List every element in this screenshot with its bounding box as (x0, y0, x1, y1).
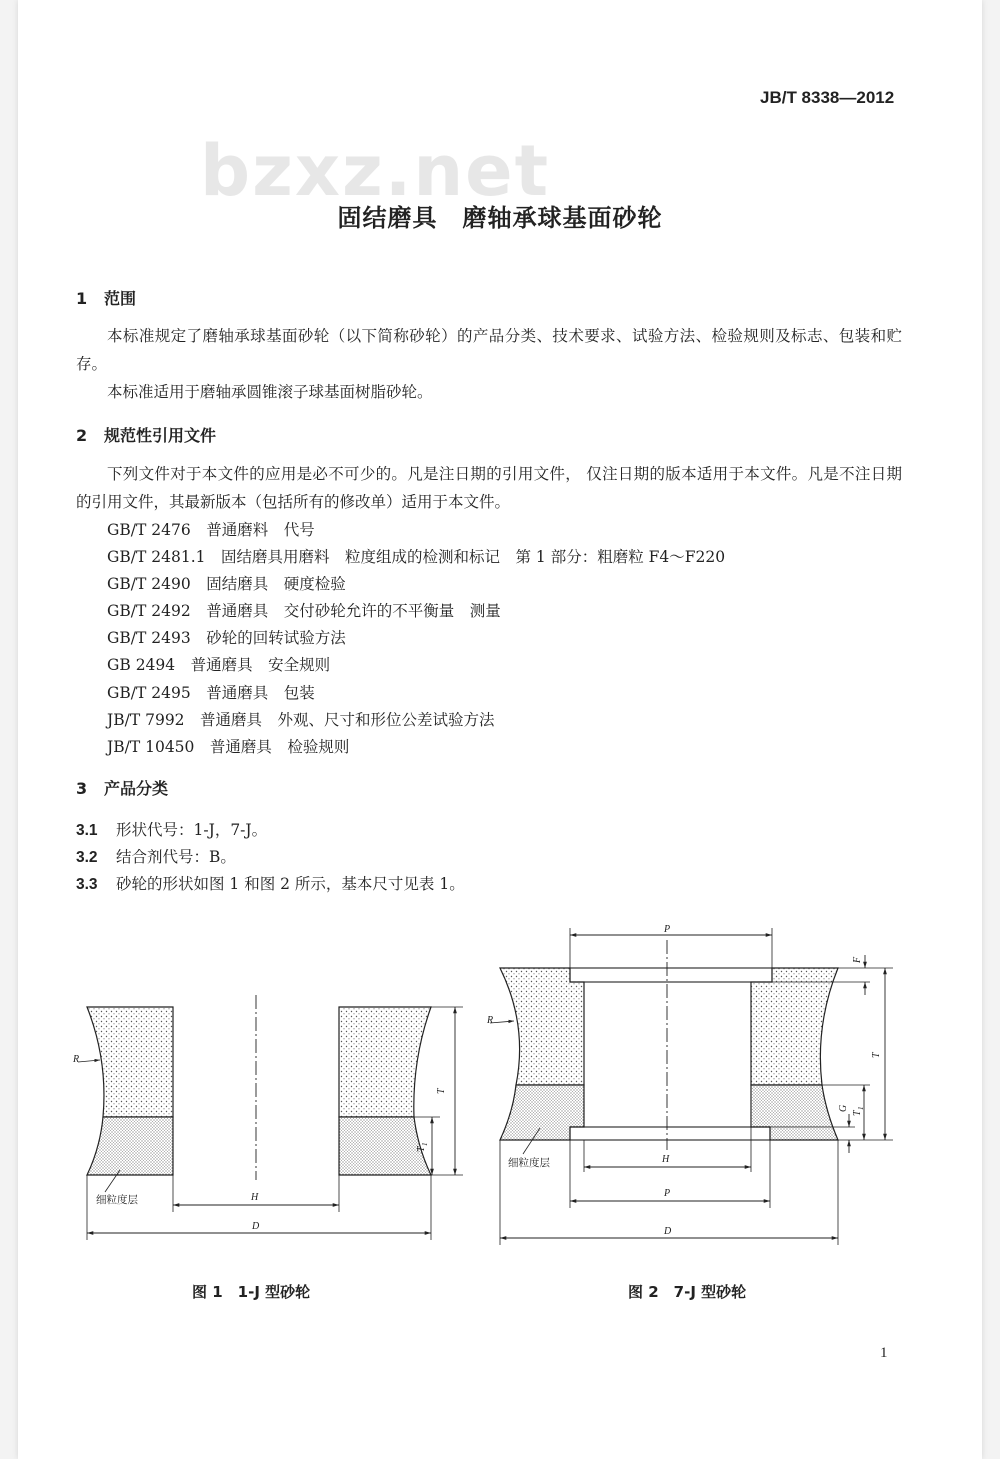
page-number: 1 (880, 1345, 888, 1361)
fig2-label-fine-layer: 细粒度层 (508, 1157, 550, 1169)
fig2-label-p-top: P (664, 924, 671, 935)
right-fine-layer (339, 1117, 431, 1175)
fig1-label-r: R (73, 1054, 80, 1065)
figure-2-caption: 图 2 7-J 型砂轮 (628, 1283, 747, 1301)
clause-number: 3.1 (76, 822, 98, 839)
fig2-label-r: R (487, 1015, 494, 1026)
reference-item: JB/T 10450 普通磨具 检验规则 (107, 738, 350, 756)
figures-drawing (0, 910, 1000, 1250)
left-coarse-section (87, 1007, 173, 1117)
fig2-label-d: D (664, 1226, 672, 1237)
fig2-label-t: T (871, 1052, 882, 1058)
section-title: 范围 (104, 289, 137, 308)
section-1-heading (76, 286, 136, 309)
section-number: 3 (76, 779, 88, 798)
fig2-label-f: F (852, 956, 863, 963)
reference-item: JB/T 7992 普通磨具 外观、尺寸和形位公差试验方法 (107, 711, 495, 729)
right-fine-layer (751, 1085, 838, 1140)
section-2-heading (76, 423, 216, 446)
left-fine-layer (87, 1117, 173, 1175)
section-3-heading (76, 776, 168, 799)
scope-paragraph-2: 本标准适用于磨轴承圆锥滚子球基面树脂砂轮。 (107, 383, 433, 401)
clause-text: 砂轮的形状如图 1 和图 2 所示，基本尺寸见表 1。 (116, 875, 465, 893)
reference-item: GB/T 2481.1 固结磨具用磨料 粒度组成的检测和标记 第 1 部分：粗磨粒 F4～F220 (107, 548, 726, 566)
fig1-label-t1-subscript: 1 (421, 1142, 429, 1146)
right-coarse-section (339, 1007, 431, 1117)
clause-3-3 (76, 872, 465, 894)
fig1-label-h: H (251, 1192, 259, 1203)
reference-item: GB/T 2495 普通磨具 包装 (107, 684, 315, 702)
clause-3-2 (76, 845, 236, 867)
figure-2-7j-wheel (490, 928, 893, 1245)
scope-paragraph-1: 本标准规定了磨轴承球基面砂轮（以下简称砂轮）的产品分类、技术要求、试验方法、检验规则及标志、包装和贮存。 (76, 327, 902, 373)
fig1-label-fine-layer: 细粒度层 (96, 1194, 138, 1206)
references-intro: 下列文件对于本文件的应用是必不可少的。凡是注日期的引用文件， 仅注日期的版本适用于本文件。凡是不注日期的引用文件，其最新版本（包括所有的修改单）适用于本文件。 (76, 465, 902, 511)
left-fine-layer (500, 1085, 584, 1140)
clause-number: 3.3 (76, 876, 98, 893)
clause-3-1 (76, 818, 267, 840)
clause-number: 3.2 (76, 849, 98, 866)
watermark: bzxz.net (200, 130, 551, 212)
clause-text: 结合剂代号：B。 (116, 848, 236, 866)
left-coarse-section (500, 968, 584, 1085)
reference-item: GB/T 2493 砂轮的回转试验方法 (107, 629, 346, 647)
section-title: 产品分类 (104, 779, 169, 798)
document-title: 固结磨具 磨轴承球基面砂轮 (337, 204, 663, 232)
section-number: 2 (76, 426, 88, 445)
fig2-label-g: G (838, 1104, 849, 1112)
figure-1-caption: 图 1 1-J 型砂轮 (192, 1283, 311, 1301)
fig1-label-t: T (436, 1088, 447, 1094)
reference-item: GB/T 2490 固结磨具 硬度检验 (107, 575, 346, 593)
fig2-label-t1-subscript: 1 (857, 1106, 865, 1110)
fig1-label-t1: T (416, 1146, 427, 1152)
fig2-label-t1: T (852, 1110, 863, 1116)
section-number: 1 (76, 289, 88, 308)
reference-item: GB/T 2492 普通磨具 交付砂轮允许的不平衡量 测量 (107, 602, 501, 620)
standard-number: JB/T 8338—2012 (760, 88, 895, 107)
reference-item: GB/T 2476 普通磨料 代号 (107, 521, 315, 539)
right-coarse-section (751, 968, 838, 1085)
fig2-label-p-bottom: P (664, 1188, 671, 1199)
reference-item: GB 2494 普通磨具 安全规则 (107, 656, 331, 674)
fig1-label-d: D (252, 1221, 260, 1232)
clause-text: 形状代号：1-J，7-J。 (116, 821, 268, 839)
fig2-label-h: H (662, 1154, 670, 1165)
section-title: 规范性引用文件 (104, 426, 217, 445)
